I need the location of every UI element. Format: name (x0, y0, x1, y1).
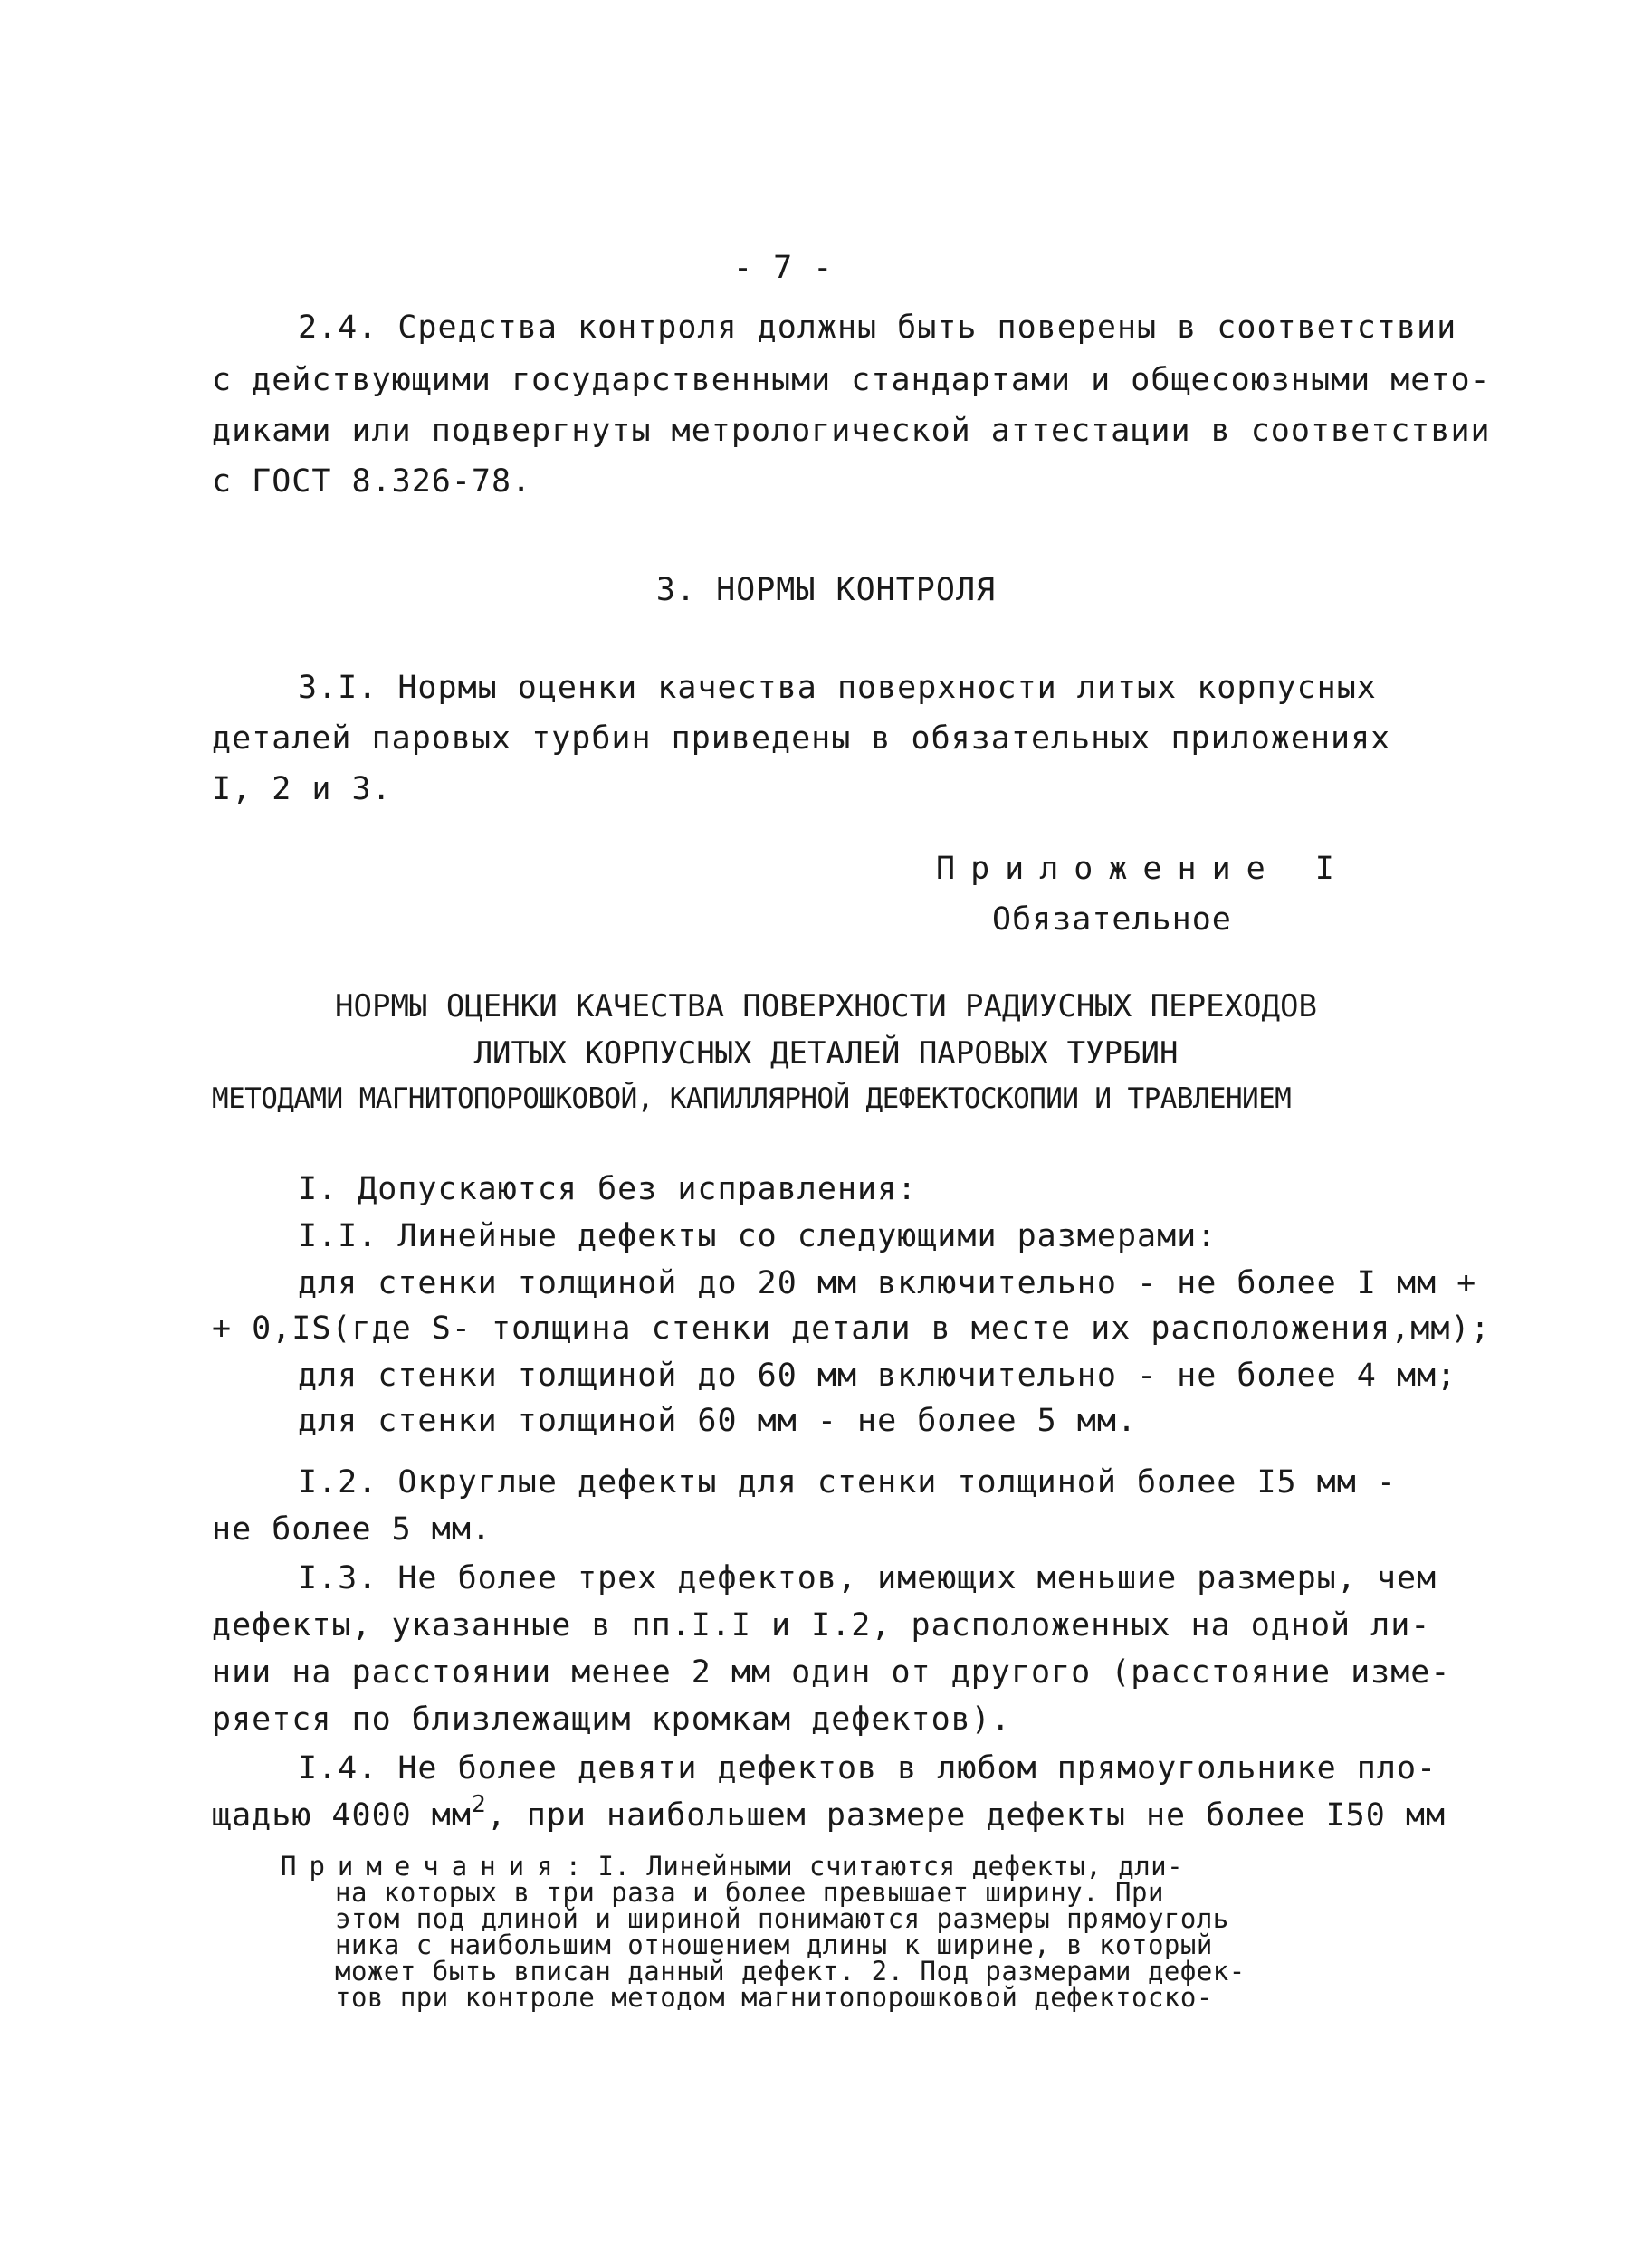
item-1-3-line-2: дефекты, указанные в пп.I.I и I.2, расположенных на одной ли- (212, 1607, 1431, 1644)
note-label: Примечания (281, 1851, 566, 1882)
appendix-label: Приложение I (936, 851, 1350, 887)
paragraph-3-1-line-2: деталей паровых турбин приведены в обязательных приложениях (212, 720, 1391, 757)
item-1-1-a-line-1: для стенки толщиной до 20 мм включительно - не более I мм + (298, 1265, 1477, 1301)
item-1-3-line-4: ряется по близлежащим кромкам дефектов). (212, 1701, 1011, 1738)
item-1-3-line-1: I.3. Не более трех дефектов, имеющих меньшие размеры, чем (298, 1560, 1437, 1596)
appendix-status: Обязательное (992, 901, 1232, 938)
paragraph-2-4-line-1: 2.4. Средства контроля должны быть поверены в соответствии (298, 310, 1457, 346)
item-1-1-b: для стенки толщиной до 60 мм включительно - не более 4 мм; (298, 1358, 1457, 1394)
appendix-title-line-2: ЛИТЫХ КОРПУСНЫХ ДЕТАЛЕЙ ПАРОВЫХ ТУРБИН (473, 1035, 1179, 1072)
appendix-title-line-3: МЕТОДАМИ МАГНИТОПОРОШКОВОЙ, КАПИЛЛЯРНОЙ ДЕФЕКТОСКОПИИ И ТРАВЛЕНИЕМ (212, 1082, 1292, 1115)
note-line-3: этом под длиной и шириной понимаются размеры прямоуголь (335, 1903, 1229, 1934)
note-line-1 (281, 1853, 1183, 1880)
note-line-4: ника с наибольшим отношением длины к ширине, в который (335, 1930, 1213, 1960)
section-3-heading: 3. НОРМЫ КОНТРОЛЯ (655, 572, 997, 608)
note-line-5: может быть вписан данный дефект. 2. Под размерами дефек- (335, 1956, 1246, 1987)
item-1-2-line-1: I.2. Округлые дефекты для стенки толщиной более I5 мм - (298, 1464, 1397, 1501)
paragraph-2-4-line-4: с ГОСТ 8.326-78. (212, 463, 532, 500)
item-1-1-c: для стенки толщиной 60 мм - не более 5 мм. (298, 1403, 1138, 1439)
paragraph-3-1-line-3: I, 2 и 3. (212, 771, 392, 807)
note-line-1-text: : I. Линейными считаются дефекты, дли- (565, 1851, 1184, 1882)
item-1-3-line-3: нии на расстоянии менее 2 мм один от другого (расстояние изме- (212, 1654, 1451, 1691)
note-line-2: на которых в три раза и более превышает ширину. При (335, 1877, 1164, 1908)
item-1-1-a-line-2: + 0,IS(где S- толщина стенки детали в месте их расположения,мм); (212, 1310, 1491, 1347)
paragraph-2-4-line-2: с действующими государственными стандартами и общесоюзными мето- (212, 362, 1491, 398)
paragraph-3-1-line-1: 3.I. Нормы оценки качества поверхности литых корпусных (298, 670, 1377, 706)
item-1-4-line-2-text-end: , при наибольшем размере дефекты не более I50 мм (486, 1797, 1447, 1834)
item-1: I. Допускаются без исправления: (298, 1171, 918, 1207)
item-1-4-line-2-text: щадью 4000 мм (212, 1797, 472, 1834)
paragraph-2-4-line-3: диками или подвергнуты метрологической аттестации в соответствии (212, 413, 1491, 449)
item-1-1: I.I. Линейные дефекты со следующими размерами: (298, 1218, 1218, 1254)
note-line-6: тов при контроле методом магнитопорошковой дефектоско- (335, 1982, 1213, 2013)
item-1-4-line-2 (212, 1791, 1447, 1834)
item-1-4-line-1: I.4. Не более девяти дефектов в любом прямоугольнике пло- (298, 1750, 1437, 1787)
page-number: - 7 - (733, 250, 834, 286)
area-unit-exponent: 2 (471, 1791, 487, 1818)
appendix-title-line-1: НОРМЫ ОЦЕНКИ КАЧЕСТВА ПОВЕРХНОСТИ РАДИУСНЫХ ПЕРЕХОДОВ (335, 988, 1317, 1024)
item-1-2-line-2: не более 5 мм. (212, 1511, 492, 1548)
